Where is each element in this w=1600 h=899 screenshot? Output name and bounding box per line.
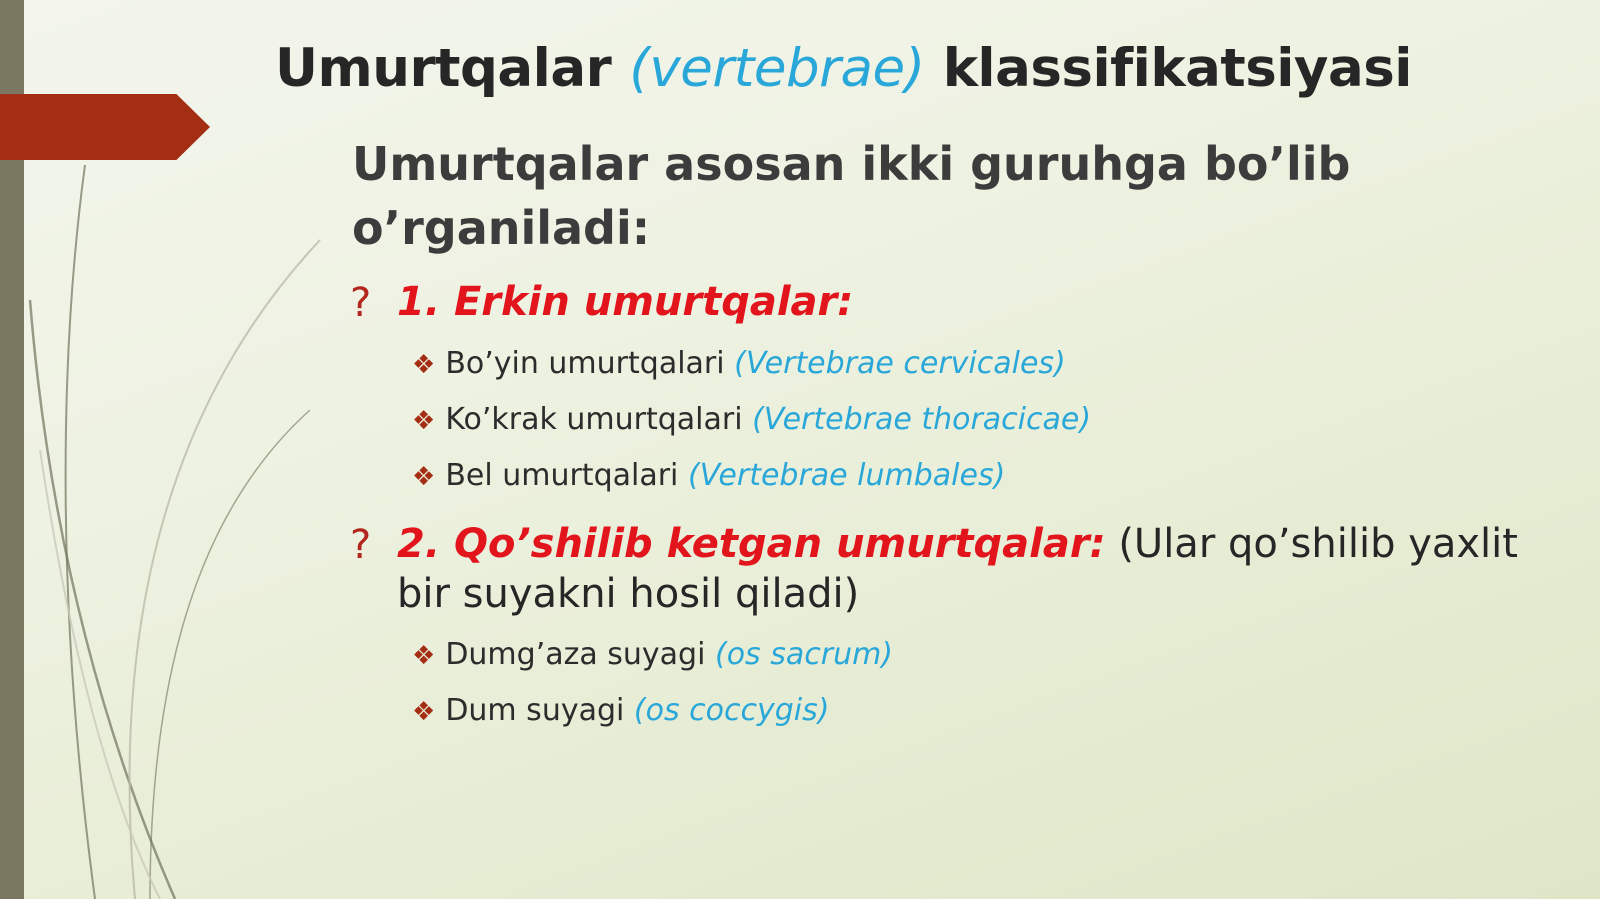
group-1-heading <box>397 277 1547 327</box>
slide-title <box>275 38 1412 99</box>
group-2-title: 2. Qo’shilib ketgan umurtqalar: <box>397 521 1106 567</box>
item-latin: (os sacrum) <box>715 637 894 672</box>
item-latin: (Vertebrae thoracicae) <box>752 402 1092 437</box>
item-text: Dum suyagi <box>445 693 625 728</box>
title-latin-term: (vertebrae) <box>629 38 925 99</box>
list-item-coccyx <box>412 693 829 728</box>
group-2-note: (Ular qo’shilib yaxlit bir suyakni hosil qiladi) <box>397 521 1518 617</box>
diamond-bullet-icon: ❖ <box>412 406 436 436</box>
group-2-bullet: ? <box>350 522 372 568</box>
group-1-bullet: ? <box>350 280 372 326</box>
diamond-bullet-icon: ❖ <box>412 350 436 380</box>
group-2-heading <box>397 519 1567 619</box>
item-text: Dumg’aza suyagi <box>445 637 706 672</box>
item-latin: (Vertebrae lumbales) <box>687 458 1006 493</box>
item-latin: (Vertebrae cervicales) <box>734 346 1066 381</box>
diamond-bullet-icon: ❖ <box>412 462 436 492</box>
item-text: Bo’yin umurtqalari <box>445 346 725 381</box>
diamond-bullet-icon: ❖ <box>412 697 436 727</box>
diamond-bullet-icon: ❖ <box>412 641 436 671</box>
list-item-lumbar <box>412 458 1005 493</box>
item-text: Bel umurtqalari <box>445 458 679 493</box>
intro-text: Umurtqalar asosan ikki guruhga bo’lib o’rganiladi: <box>352 137 1351 255</box>
title-arrow-marker <box>0 94 210 160</box>
item-text: Ko’krak umurtqalari <box>445 402 743 437</box>
item-latin: (os coccygis) <box>633 693 830 728</box>
group-1-title: 1. Erkin umurtqalar: <box>397 279 854 325</box>
list-item-cervical <box>412 346 1066 381</box>
title-rest: klassifikatsiyasi <box>942 38 1412 99</box>
list-item-sacrum <box>412 637 893 672</box>
list-item-thoracic <box>412 402 1091 437</box>
title-main: Umurtqalar <box>275 38 612 99</box>
